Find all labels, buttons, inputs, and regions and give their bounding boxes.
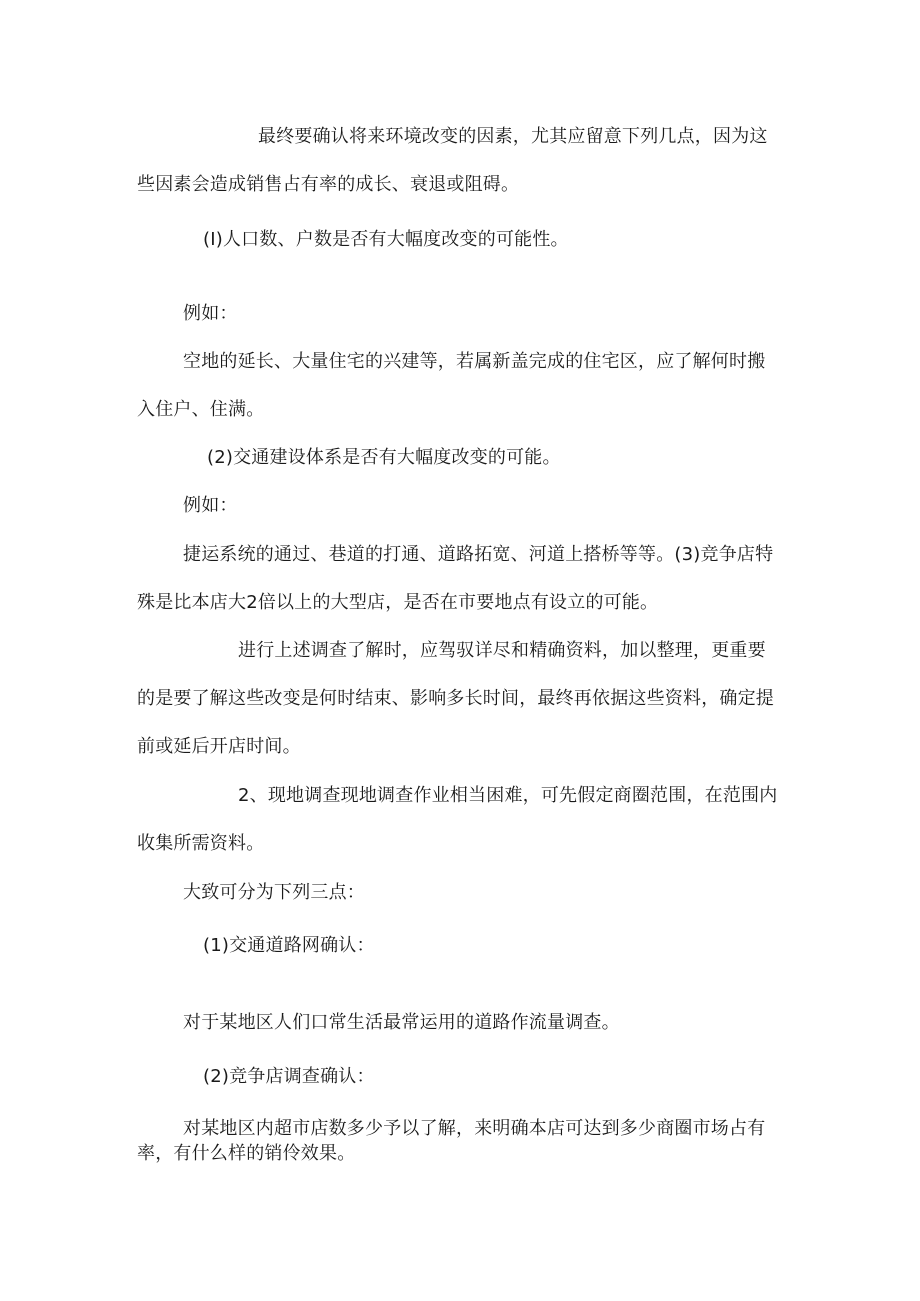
text-line: 率，有什么样的销伶效果。: [137, 1143, 356, 1164]
text-line: 殊是比本店大2倍以上的大型店，是否在市要地点有设立的可能。: [137, 592, 659, 613]
text-line: 入住户、住满。: [137, 399, 265, 420]
text-line: 进行上述调查了解时，应驾驭详尽和精确资料，加以整理，更重要: [238, 640, 766, 661]
text-line: (I)人口数、户数是否有大幅度改变的可能性。: [203, 229, 569, 250]
text-line: 前或延后开店时间。: [137, 736, 301, 757]
text-line: 的是要了解这些改变是何时结束、影响多长时间，最终再依据这些资料，确定提: [137, 688, 774, 709]
text-line: 些因素会造成销售占有率的成长、衰退或阻碍。: [137, 174, 520, 195]
text-line: 对于某地区人们口常生活最常运用的道路作流量调查。: [183, 1012, 620, 1033]
text-line: (1)交通道路网确认：: [203, 935, 375, 956]
text-line: 空地的延长、大量住宅的兴建等，若属新盖完成的住宅区，应了解何时搬: [183, 351, 766, 372]
text-line: (2)竞争店调查确认：: [203, 1066, 375, 1087]
text-line: 大致可分为下列三点：: [183, 882, 365, 903]
text-line: 对某地区内超市店数多少予以了解，来明确本店可达到多少商圈市场占有: [183, 1118, 766, 1139]
text-line: (2)交通建设体系是否有大幅度改变的可能。: [207, 447, 561, 468]
text-line: 例如：: [183, 303, 238, 324]
text-line: 收集所需资料。: [137, 833, 265, 854]
text-line: 最终要确认将来环境改变的因素，尤其应留意下列几点，因为这: [258, 126, 768, 147]
text-line: 2、现地调查现地调查作业相当困难，可先假定商圈范围，在范围内: [238, 785, 778, 806]
text-line: 例如：: [183, 495, 238, 516]
text-line: 捷运系统的通过、巷道的打通、道路拓宽、河道上搭桥等等。(3)竞争店特: [183, 544, 774, 565]
